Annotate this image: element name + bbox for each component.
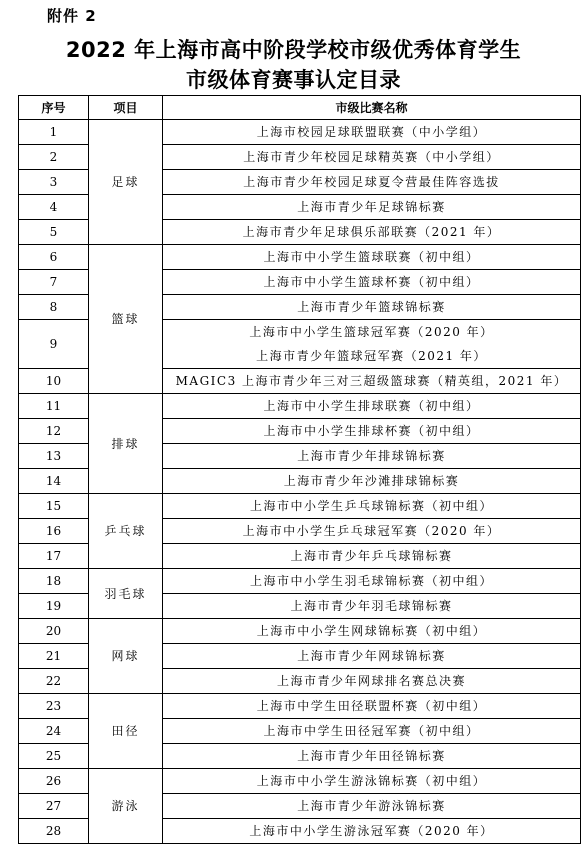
event-name: 上海市中小学生乒乓球锦标赛（初中组） — [249, 499, 493, 513]
row-index: 23 — [19, 694, 89, 719]
table-row — [19, 694, 581, 719]
event-name: 上海市中小学生排球杯赛（初中组） — [263, 424, 480, 438]
table-row — [19, 394, 581, 419]
event-name-cell — [163, 469, 581, 494]
event-name-cell — [163, 220, 581, 245]
event-name: 上海市青少年校园足球精英赛（中小学组） — [243, 150, 500, 164]
event-name-cell — [163, 744, 581, 769]
event-name-cell — [163, 494, 581, 519]
row-index: 1 — [19, 120, 89, 145]
event-name-cell — [163, 544, 581, 569]
header-index: 序号 — [19, 96, 89, 120]
event-name: 上海市青少年校园足球夏令营最佳阵容选拔 — [243, 175, 500, 189]
event-name-cell — [163, 519, 581, 544]
row-index: 22 — [19, 669, 89, 694]
event-name: 上海市中小学生网球锦标赛（初中组） — [256, 624, 487, 638]
row-index: 18 — [19, 569, 89, 594]
row-index: 10 — [19, 369, 89, 394]
event-name-cell — [163, 394, 581, 419]
event-name: 上海市中小学生排球联赛（初中组） — [263, 399, 480, 413]
header-event: 市级比赛名称 — [163, 96, 581, 120]
document-title-line-2: 市级体育赛事认定目录 — [186, 68, 401, 92]
table-header-row — [19, 96, 581, 120]
row-index: 2 — [19, 145, 89, 170]
sport-category: 足球 — [89, 120, 163, 245]
event-directory-table — [18, 95, 581, 844]
event-name: 上海市中小学生篮球联赛（初中组） — [263, 250, 480, 264]
event-name: 上海市中小学生羽毛球锦标赛（初中组） — [249, 574, 493, 588]
event-name-cell — [163, 594, 581, 619]
row-index: 21 — [19, 644, 89, 669]
event-name: 上海市青少年网球排名赛总决赛 — [276, 674, 466, 688]
event-name-cell — [163, 769, 581, 794]
event-name-cell — [163, 145, 581, 170]
sport-category: 网球 — [89, 619, 163, 694]
row-index: 28 — [19, 819, 89, 844]
table-row — [19, 619, 581, 644]
row-index: 15 — [19, 494, 89, 519]
event-name: 上海市青少年乒乓球锦标赛 — [290, 549, 453, 563]
event-name: 上海市中小学生篮球杯赛（初中组） — [263, 275, 480, 289]
event-name: 上海市中学生田径联盟杯赛（初中组） — [256, 699, 487, 713]
row-index: 16 — [19, 519, 89, 544]
sport-category: 羽毛球 — [89, 569, 163, 619]
event-name: 上海市青少年足球俱乐部联赛（2021 年） — [242, 225, 501, 239]
event-name: MAGIC3 上海市青少年三对三超级篮球赛（精英组，2021 年） — [175, 374, 568, 388]
row-index: 5 — [19, 220, 89, 245]
row-index: 27 — [19, 794, 89, 819]
event-name: 上海市青少年游泳锦标赛 — [297, 799, 446, 813]
row-index: 24 — [19, 719, 89, 744]
event-name-cell — [163, 794, 581, 819]
table-row — [19, 245, 581, 270]
event-name-cell — [163, 245, 581, 270]
event-name-cell — [163, 719, 581, 744]
row-index: 3 — [19, 170, 89, 195]
sport-category: 游泳 — [89, 769, 163, 844]
event-name: 上海市青少年篮球冠军赛（2021 年） — [256, 349, 487, 363]
event-name-cell — [163, 419, 581, 444]
table-row — [19, 494, 581, 519]
sport-category: 田径 — [89, 694, 163, 769]
event-name: 上海市青少年排球锦标赛 — [297, 449, 446, 463]
row-index: 11 — [19, 394, 89, 419]
event-name-cell — [163, 369, 581, 394]
table-row — [19, 769, 581, 794]
event-name-cell — [163, 320, 581, 369]
sport-category: 篮球 — [89, 245, 163, 394]
event-name-cell — [163, 170, 581, 195]
event-name: 上海市青少年篮球锦标赛 — [297, 300, 446, 314]
event-name-cell — [163, 669, 581, 694]
header-sport: 项目 — [89, 96, 163, 120]
event-name: 上海市中小学生乒乓球冠军赛（2020 年） — [242, 524, 501, 538]
event-name: 上海市中小学生篮球冠军赛（2020 年） — [249, 325, 494, 339]
row-index: 13 — [19, 444, 89, 469]
event-name-cell — [163, 644, 581, 669]
event-name: 上海市校园足球联盟联赛（中小学组） — [256, 125, 487, 139]
row-index: 25 — [19, 744, 89, 769]
event-name-cell — [163, 569, 581, 594]
table-row — [19, 569, 581, 594]
row-index: 7 — [19, 270, 89, 295]
event-name: 上海市中小学生游泳冠军赛（2020 年） — [249, 824, 494, 838]
event-name: 上海市青少年羽毛球锦标赛 — [290, 599, 453, 613]
table-body — [19, 120, 581, 844]
event-name-cell — [163, 295, 581, 320]
row-index: 8 — [19, 295, 89, 320]
event-name: 上海市中学生田径冠军赛（初中组） — [263, 724, 480, 738]
row-index: 19 — [19, 594, 89, 619]
document-title-line-1: 2022 年上海市高中阶段学校市级优秀体育学生 — [65, 38, 522, 62]
row-index: 12 — [19, 419, 89, 444]
sport-category: 排球 — [89, 394, 163, 494]
event-name: 上海市青少年田径锦标赛 — [297, 749, 446, 763]
event-name-cell — [163, 120, 581, 145]
event-name-cell — [163, 619, 581, 644]
sport-category: 乒乓球 — [89, 494, 163, 569]
event-name-cell — [163, 819, 581, 844]
row-index: 14 — [19, 469, 89, 494]
event-name-cell — [163, 444, 581, 469]
event-name-cell — [163, 694, 581, 719]
event-name: 上海市青少年足球锦标赛 — [297, 200, 446, 214]
row-index: 26 — [19, 769, 89, 794]
event-name: 上海市青少年沙滩排球锦标赛 — [283, 474, 460, 488]
event-name-cell — [163, 270, 581, 295]
row-index: 17 — [19, 544, 89, 569]
row-index: 20 — [19, 619, 89, 644]
event-name: 上海市青少年网球锦标赛 — [297, 649, 446, 663]
row-index: 9 — [19, 320, 89, 369]
event-name-cell — [163, 195, 581, 220]
table-row — [19, 120, 581, 145]
attachment-label: 附件 2 — [47, 7, 97, 25]
row-index: 6 — [19, 245, 89, 270]
row-index: 4 — [19, 195, 89, 220]
event-name: 上海市中小学生游泳锦标赛（初中组） — [256, 774, 487, 788]
